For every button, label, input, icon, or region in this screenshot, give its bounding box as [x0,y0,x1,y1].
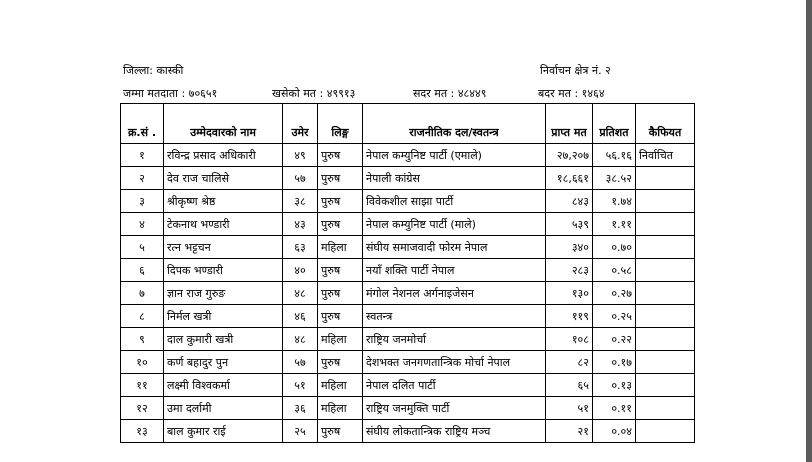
column-header-remarks: कैफियत [636,104,695,144]
cell-serial: १३ [121,420,164,443]
cell-candidate-name: कर्ण बहादुर पुन [164,351,283,374]
cell-votes: १८,६६१ [546,167,593,190]
cell-party: स्वतन्त्र [363,305,546,328]
window-edge-bar [806,0,812,462]
cell-percent: १.११ [593,213,636,236]
cell-party: संघीय समाजवादी फोरम नेपाल [363,236,546,259]
column-header-percent: प्रतिशत [593,104,636,144]
cell-gender: पुरुष [318,351,363,374]
cell-serial: ७ [121,282,164,305]
cell-remarks [636,397,695,420]
cell-serial: ६ [121,259,164,282]
table-row [121,351,695,374]
cell-votes: ५३९ [546,213,593,236]
cell-party: नेपाल कम्युनिष्ट पार्टी (एमाले) [363,144,546,167]
table-row [121,259,695,282]
cell-votes: १३० [546,282,593,305]
cell-candidate-name: दाल कुमारी खत्री [164,328,283,351]
cell-age: ४८ [283,282,318,305]
cell-serial: १ [121,144,164,167]
column-header-candidate: उम्मेदवारको नाम [164,104,283,144]
cell-age: ५१ [283,374,318,397]
cell-party: राष्ट्रिय जनमुक्ति पार्टी [363,397,546,420]
cell-remarks: निर्वाचित [636,144,695,167]
cell-votes: २७,२०७ [546,144,593,167]
column-header-gender: लिङ्ग [318,104,363,144]
table-row [121,305,695,328]
column-header-party: राजनीतिक दल/स्वतन्त्र [363,104,546,144]
cell-serial: ११ [121,374,164,397]
cell-votes: ३४० [546,236,593,259]
table-row [121,236,695,259]
cell-percent: ०.०४ [593,420,636,443]
cell-age: ४६ [283,305,318,328]
cell-percent: ०.२२ [593,328,636,351]
table-row [121,374,695,397]
table-row [121,167,695,190]
votes-cast-label: खसेको मत : ४९९१३ [272,87,356,100]
cell-remarks [636,420,695,443]
cell-gender: पुरुष [318,167,363,190]
cell-serial: ९ [121,328,164,351]
cell-remarks [636,374,695,397]
cell-candidate-name: बाल कुमार राई [164,420,283,443]
district-label: जिल्ला: कास्की [123,64,184,77]
cell-remarks [636,190,695,213]
cell-candidate-name: रत्न भट्टचन [164,236,283,259]
cell-votes: १०८ [546,328,593,351]
cell-gender: महिला [318,328,363,351]
cell-votes: ६५ [546,374,593,397]
cell-votes: २१ [546,420,593,443]
cell-serial: १० [121,351,164,374]
cell-serial: १२ [121,397,164,420]
cell-gender: पुरुष [318,144,363,167]
table-row [121,420,695,443]
constituency-label: निर्वाचन क्षेत्र नं. २ [540,64,611,77]
cell-party: मंगोल नेशनल अर्गनाइजेसन [363,282,546,305]
cell-percent: ०.७० [593,236,636,259]
cell-serial: ८ [121,305,164,328]
cell-percent: ५६.१६ [593,144,636,167]
table-row [121,282,695,305]
cell-age: ४९ [283,144,318,167]
cell-percent: ०.२७ [593,282,636,305]
cell-remarks [636,305,695,328]
cell-age: ४३ [283,213,318,236]
cell-age: २५ [283,420,318,443]
cell-age: ४० [283,259,318,282]
cell-candidate-name: निर्मल खत्री [164,305,283,328]
cell-candidate-name: श्रीकृष्ण श्रेष्ठ [164,190,283,213]
cell-remarks [636,167,695,190]
cell-gender: पुरुष [318,420,363,443]
cell-age: ५७ [283,351,318,374]
invalid-votes-label: बदर मत : १४६४ [538,87,605,100]
cell-party: देशभक्त जनगणतान्त्रिक मोर्चा नेपाल [363,351,546,374]
cell-percent: ०.५८ [593,259,636,282]
cell-percent: १.७४ [593,190,636,213]
cell-age: ४८ [283,328,318,351]
cell-gender: पुरुष [318,305,363,328]
cell-party: नेपाल कम्युनिष्ट पार्टी (माले) [363,213,546,236]
column-header-serial: क्र.सं . [121,104,164,144]
cell-age: ३८ [283,190,318,213]
cell-remarks [636,236,695,259]
cell-percent: ०.१३ [593,374,636,397]
cell-votes: ८२ [546,351,593,374]
cell-candidate-name: उमा दर्लामी [164,397,283,420]
cell-gender: महिला [318,236,363,259]
cell-candidate-name: दिपक भण्डारी [164,259,283,282]
cell-votes: ११९ [546,305,593,328]
cell-candidate-name: देव राज चालिसे [164,167,283,190]
table-row [121,190,695,213]
cell-gender: पुरुष [318,190,363,213]
cell-gender: पुरुष [318,259,363,282]
cell-remarks [636,328,695,351]
cell-remarks [636,259,695,282]
cell-age: ५७ [283,167,318,190]
cell-party: विवेकशील साझा पार्टी [363,190,546,213]
cell-remarks [636,213,695,236]
cell-percent: ०.२५ [593,305,636,328]
column-header-votes: प्राप्त मत [546,104,593,144]
cell-party: नेपाली कांग्रेस [363,167,546,190]
cell-gender: महिला [318,397,363,420]
cell-serial: ४ [121,213,164,236]
cell-party: राष्ट्रिय जनमोर्चा [363,328,546,351]
cell-votes: ८४३ [546,190,593,213]
results-table [120,103,695,443]
table-row [121,328,695,351]
cell-candidate-name: ज्ञान राज गुरुङ [164,282,283,305]
cell-age: ३६ [283,397,318,420]
cell-serial: ३ [121,190,164,213]
column-header-age: उमेर [283,104,318,144]
table-row [121,397,695,420]
cell-serial: २ [121,167,164,190]
cell-party: संघीय लोकतान्त्रिक राष्ट्रिय मञ्च [363,420,546,443]
cell-remarks [636,282,695,305]
cell-votes: ५१ [546,397,593,420]
cell-party: नेपाल दलित पार्टी [363,374,546,397]
cell-remarks [636,351,695,374]
cell-percent: ०.१७ [593,351,636,374]
cell-age: ६३ [283,236,318,259]
cell-votes: २८३ [546,259,593,282]
total-voters-label: जम्मा मतदाता : ७०६५१ [123,87,218,100]
cell-gender: पुरुष [318,213,363,236]
table-header-row [121,104,695,144]
table-row [121,144,695,167]
cell-candidate-name: टेकनाथ भण्डारी [164,213,283,236]
cell-gender: महिला [318,374,363,397]
cell-percent: ०.११ [593,397,636,420]
cell-candidate-name: लक्ष्मी विश्वकर्मा [164,374,283,397]
cell-party: नयाँ शक्ति पार्टी नेपाल [363,259,546,282]
table-row [121,213,695,236]
cell-candidate-name: रविन्द्र प्रसाद अधिकारी [164,144,283,167]
cell-percent: ३८.५२ [593,167,636,190]
cell-serial: ५ [121,236,164,259]
valid-votes-label: सदर मत : ४८४४९ [413,87,487,100]
cell-gender: पुरुष [318,282,363,305]
